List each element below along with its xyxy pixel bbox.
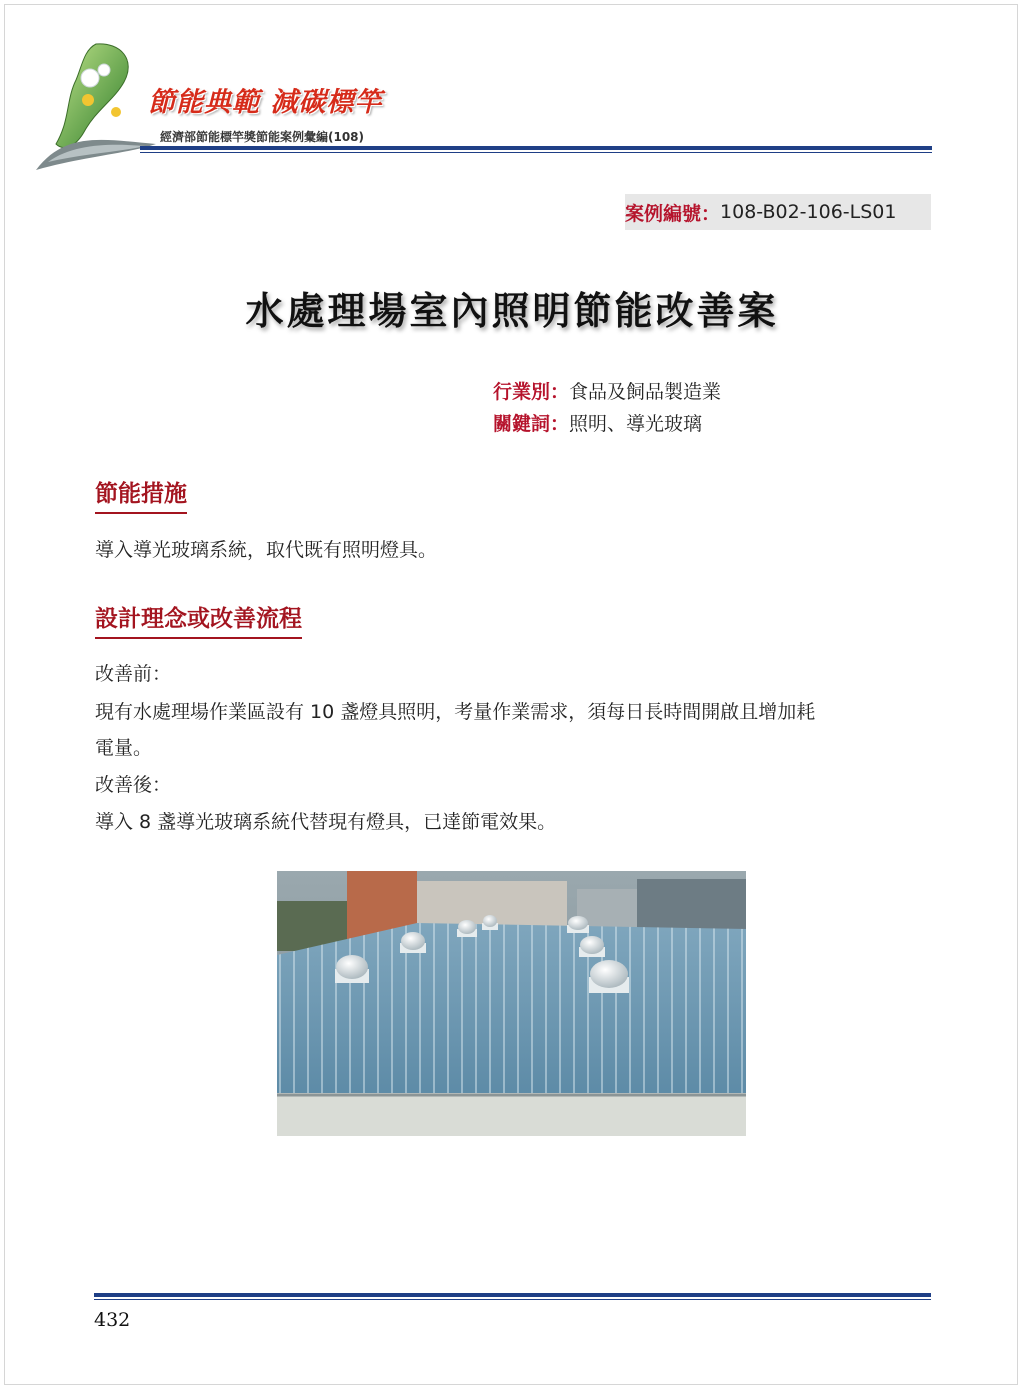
header-rule [140, 146, 932, 150]
before-label: 改善前： [95, 663, 172, 685]
measures-text: 導入導光玻璃系統，取代既有照明燈具。 [95, 539, 438, 561]
before-text-line1: 現有水處理場作業區設有 10 盞燈具照明，考量作業需求，須每日長時間開啟且增加耗 [95, 701, 816, 723]
keywords-value: 照明、導光玻璃 [569, 413, 703, 435]
after-text: 導入 8 盞導光玻璃系統代替現有燈具，已達節電效果。 [95, 811, 557, 833]
section-heading-design: 設計理念或改善流程 [95, 600, 302, 639]
logo-title: 節能典範 減碳標竿 [148, 87, 383, 118]
keywords-line [493, 409, 702, 436]
case-number-label: 案例編號： [625, 202, 721, 225]
before-text-line2: 電量。 [95, 737, 153, 759]
industry-line [493, 377, 721, 404]
footer-rule-thin [94, 1299, 931, 1300]
footer-rule [94, 1293, 931, 1297]
header-rule-thin [140, 152, 932, 153]
after-label: 改善後： [95, 774, 172, 796]
case-number-value: 108-B02-106-LS01 [720, 201, 897, 223]
industry-label: 行業別： [493, 381, 570, 403]
keywords-label: 關鍵詞： [493, 413, 570, 435]
section-heading-measures: 節能措施 [95, 475, 187, 514]
case-number-box [625, 194, 931, 230]
logo-subtitle: 經濟部節能標竿獎節能案例彙編(108) [160, 130, 365, 144]
page-title: 水處理場室內照明節能改善案 [245, 289, 779, 333]
page-number: 432 [94, 1309, 131, 1331]
industry-value: 食品及飼品製造業 [569, 381, 722, 403]
roof-skylight-photo [277, 871, 746, 1136]
